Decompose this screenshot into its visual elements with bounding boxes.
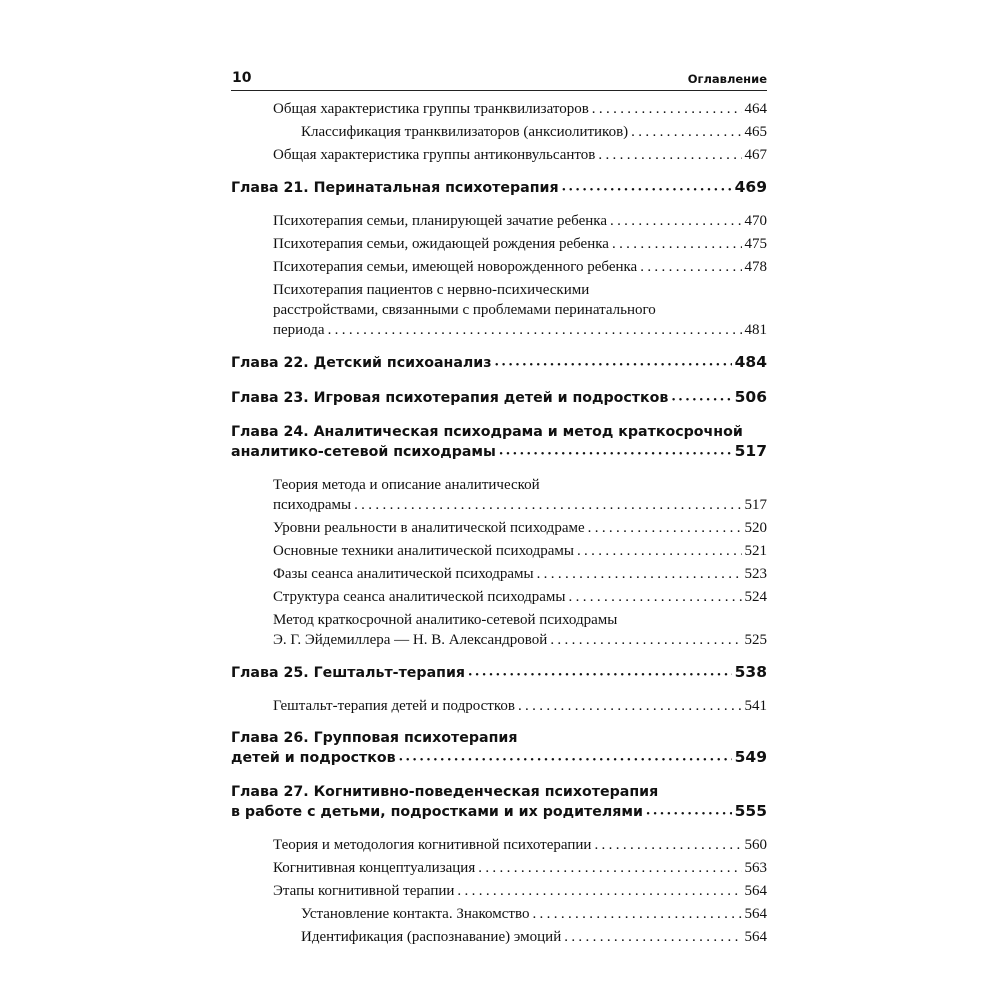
toc-page-number: 564 [744,929,767,945]
dot-leader [550,630,741,650]
dot-leader [562,179,732,200]
toc-entry [231,587,767,607]
toc-entry-title: Общая характеристика группы антиконвульсантов [273,147,596,163]
chapter-page-number: 555 [734,802,767,820]
toc-entry-title: Установление контакта. Знакомство [301,906,530,922]
toc-entry-title-line: расстройствами, связанными с проблемами перинатального [273,302,656,318]
toc-entry-title: Общая характеристика группы транквилизаторов [273,101,589,117]
toc-page-number: 524 [744,589,767,605]
toc-entry-title-line: Э. Г. Эйдемиллера — Н. В. Александровой [273,632,548,648]
dot-leader [328,320,742,340]
toc-chapter [231,783,767,824]
toc-entry-title: Психотерапия семьи, имеющей новорожденного ребенка [273,259,638,275]
dot-leader [631,122,741,142]
toc-entry-title: Психотерапия семьи, ожидающей рождения ребенка [273,236,609,252]
toc-chapter [231,423,767,464]
chapter-page-number: 484 [734,353,767,371]
toc-entry [231,122,767,142]
toc-entry [231,99,767,119]
table-of-contents [231,99,767,950]
toc-chapter [231,388,767,410]
chapter-title-line: в работе с детьми, подростками и их родителями [231,804,643,820]
toc-entry [231,904,767,924]
toc-page-number: 525 [744,632,767,648]
page-number: 10 [232,70,252,86]
dot-leader [640,257,741,277]
toc-entry-title: Гештальт-терапия детей и подростков [273,698,515,714]
chapter-title-line: Глава 27. Когнитивно-поведенческая психотерапия [231,784,659,800]
toc-page-number: 467 [744,147,767,163]
dot-leader [532,904,741,924]
page-header [231,70,767,91]
toc-entry-title: Когнитивная концептуализация [273,860,476,876]
toc-page-number: 478 [744,259,767,275]
dot-leader [577,541,742,561]
chapter-title: Глава 23. Игровая психотерапия детей и подростков [231,390,669,406]
chapter-title-line: Глава 26. Групповая психотерапия [231,730,518,746]
toc-entry-title: Идентификация (распознавание) эмоций [301,929,562,945]
toc-entry [231,881,767,901]
toc-entry [231,927,767,947]
toc-page-number: 465 [744,124,767,140]
toc-entry-title: Этапы когнитивной терапии [273,883,455,899]
toc-entry-title-line: психодрамы [273,497,352,513]
dot-leader [499,443,732,464]
toc-page-number: 564 [744,906,767,922]
toc-page-number: 517 [744,497,767,513]
toc-page-number: 475 [744,236,767,252]
toc-entry [231,610,767,650]
toc-chapter [231,729,767,770]
chapter-title-line: детей и подростков [231,750,396,766]
toc-chapter [231,178,767,200]
toc-page-number: 523 [744,566,767,582]
dot-leader [594,835,741,855]
dot-leader [478,858,741,878]
chapter-title-line: Глава 24. Аналитическая психодрама и метод краткосрочной [231,424,743,440]
chapter-title: Глава 25. Гештальт-терапия [231,665,465,681]
toc-page-number: 563 [744,860,767,876]
toc-entry-title-line: периода [273,322,325,338]
dot-leader [495,354,732,375]
chapter-page-number: 469 [734,178,767,196]
dot-leader [564,927,741,947]
chapter-title-line: аналитико-сетевой психодрамы [231,444,496,460]
toc-page-number: 521 [744,543,767,559]
dot-leader [569,587,742,607]
chapter-title: Глава 22. Детский психоанализ [231,355,492,371]
toc-entry [231,257,767,277]
chapter-page-number: 506 [734,388,767,406]
toc-entry [231,696,767,716]
toc-page-number: 481 [744,322,767,338]
toc-entry-title-line: Психотерапия пациентов с нервно-психическими [273,282,590,298]
dot-leader [537,564,742,584]
toc-page-number: 541 [744,698,767,714]
toc-entry [231,280,767,340]
toc-entry [231,475,767,515]
toc-entry-title: Психотерапия семьи, планирующей зачатие ребенка [273,213,607,229]
toc-entry [231,835,767,855]
dot-leader [592,99,742,119]
chapter-page-number: 517 [734,442,767,460]
dot-leader [646,803,732,824]
dot-leader [468,664,732,685]
toc-entry-title: Фазы сеанса аналитической психодрамы [273,566,534,582]
toc-entry [231,234,767,254]
toc-chapter [231,663,767,685]
toc-page-number: 560 [744,837,767,853]
dot-leader [671,389,731,410]
toc-page-number: 470 [744,213,767,229]
dot-leader [598,145,741,165]
toc-page-number: 520 [744,520,767,536]
dot-leader [518,696,742,716]
toc-entry-title: Теория и методология когнитивной психотерапии [273,837,592,853]
dot-leader [612,234,742,254]
toc-page-number: 564 [744,883,767,899]
toc-entry [231,211,767,231]
toc-entry [231,518,767,538]
dot-leader [354,495,741,515]
toc-entry-title-line: Теория метода и описание аналитической [273,477,540,493]
toc-entry [231,564,767,584]
chapter-page-number: 549 [734,748,767,766]
toc-entry [231,858,767,878]
toc-chapter [231,353,767,375]
chapter-page-number: 538 [734,663,767,681]
toc-entry-title: Структура сеанса аналитической психодрамы [273,589,566,605]
toc-entry-title: Классификация транквилизаторов (анксиолитиков) [301,124,629,140]
chapter-title: Глава 21. Перинатальная психотерапия [231,180,559,196]
toc-entry [231,541,767,561]
toc-page-number: 464 [744,101,767,117]
dot-leader [588,518,742,538]
dot-leader [610,211,742,231]
running-title: Оглавление [687,72,767,86]
toc-entry-title-line: Метод краткосрочной аналитико-сетевой психодрамы [273,612,618,628]
toc-entry-title: Основные техники аналитической психодрамы [273,543,574,559]
dot-leader [399,749,732,770]
toc-entry-title: Уровни реальности в аналитической психодраме [273,520,585,536]
dot-leader [457,881,741,901]
toc-entry [231,145,767,165]
